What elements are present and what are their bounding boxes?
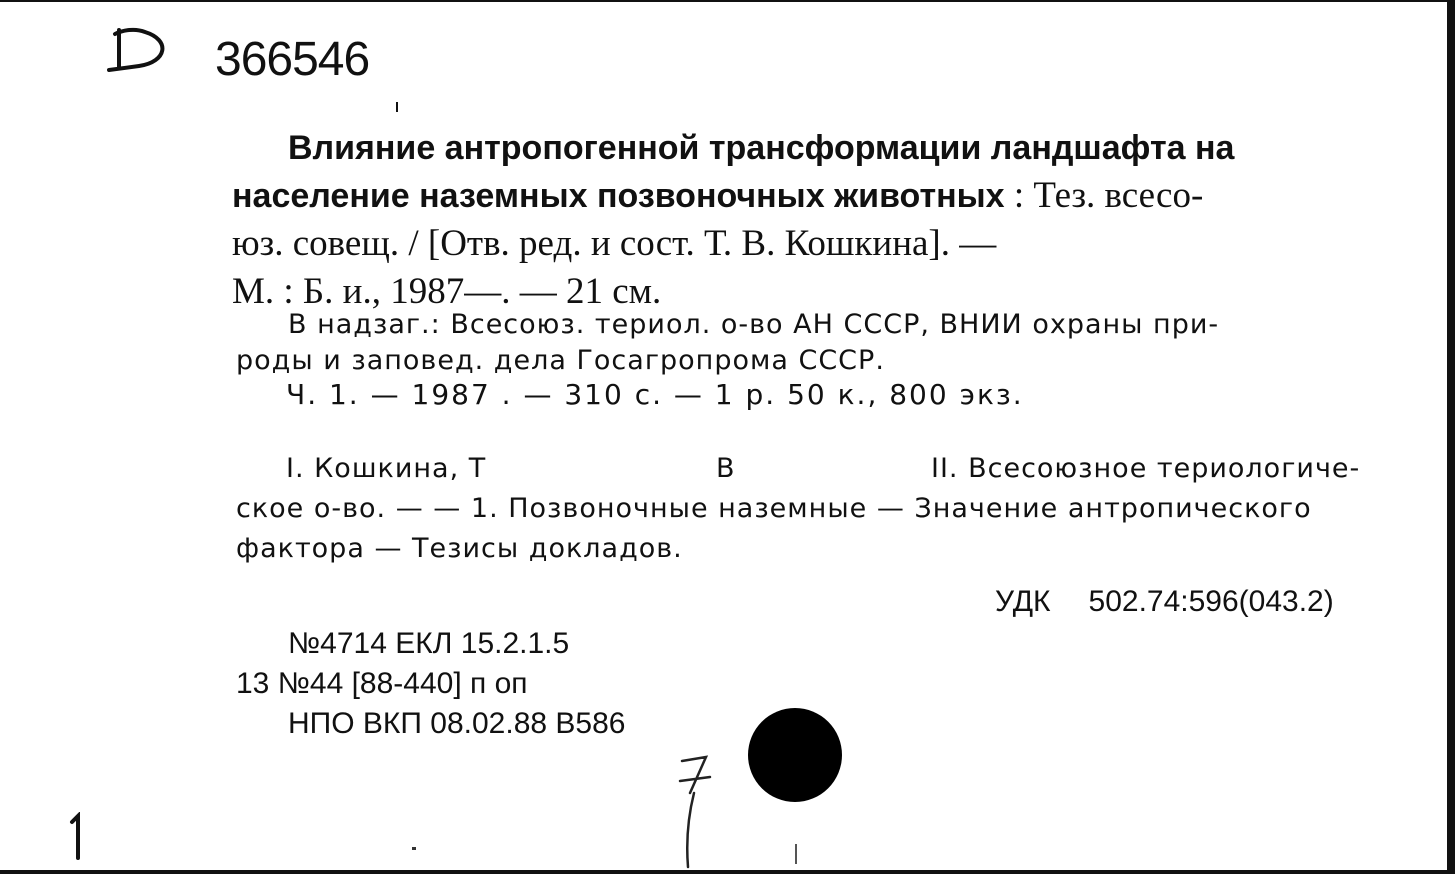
record-line1: №4714 ЕКЛ 15.2.1.5 bbox=[288, 627, 570, 660]
bibliographic-title bbox=[232, 124, 1412, 316]
udc-classification bbox=[995, 585, 1334, 619]
imprint-note bbox=[236, 307, 1416, 379]
title-bold-line1: Влияние антропогенной трансформации ландшафта на bbox=[288, 129, 1235, 167]
tracing-part2: В bbox=[716, 453, 736, 484]
ink-line-speck bbox=[795, 844, 797, 864]
catalog-number: 366546 bbox=[215, 33, 370, 86]
udc-label: УДК bbox=[995, 585, 1051, 618]
record-info bbox=[236, 624, 625, 744]
tracings bbox=[236, 449, 1416, 569]
ink-speck bbox=[412, 847, 416, 850]
tracing-part1: I. Кошкина, Т bbox=[286, 453, 487, 484]
record-line2: 13 №44 [88-440] п оп bbox=[236, 667, 528, 700]
title-rest-line2: : Тез. всесо- bbox=[1004, 175, 1204, 216]
punch-dot bbox=[748, 708, 842, 802]
imprint-line2: роды и заповед. дела Госагропрома СССР. bbox=[236, 345, 885, 376]
title-bold-line2: население наземных позвоночных животных bbox=[232, 177, 1005, 215]
udc-value: 502.74:596(043.2) bbox=[1088, 585, 1334, 618]
tracing-line3: фактора — Тезисы докладов. bbox=[236, 533, 683, 564]
record-line3: НПО ВКП 08.02.88 В586 bbox=[288, 707, 626, 740]
imprint-line1: В надзаг.: Всесоюз. териол. о-во АН СССР, ВНИИ охраны при- bbox=[288, 309, 1220, 340]
handwritten-d-mark bbox=[105, 22, 175, 82]
handwritten-seven-mark bbox=[668, 747, 718, 872]
handwritten-corner-mark bbox=[66, 812, 86, 862]
title-line4: М. : Б. и., 1987—. — 21 см. bbox=[232, 271, 662, 312]
tracing-part3: II. Всесоюзное териологиче- bbox=[931, 453, 1361, 484]
title-line3: юз. совещ. / [Отв. ред. и сост. Т. В. Кошкина]. — bbox=[232, 223, 997, 264]
tracing-line2: ское о-во. — — 1. Позвоночные наземные — Значение антропического bbox=[236, 493, 1312, 524]
volume-line: Ч. 1. — 1987 . — 310 с. — 1 р. 50 к., 800 экз. bbox=[286, 378, 1024, 411]
tick-mark bbox=[396, 102, 398, 112]
